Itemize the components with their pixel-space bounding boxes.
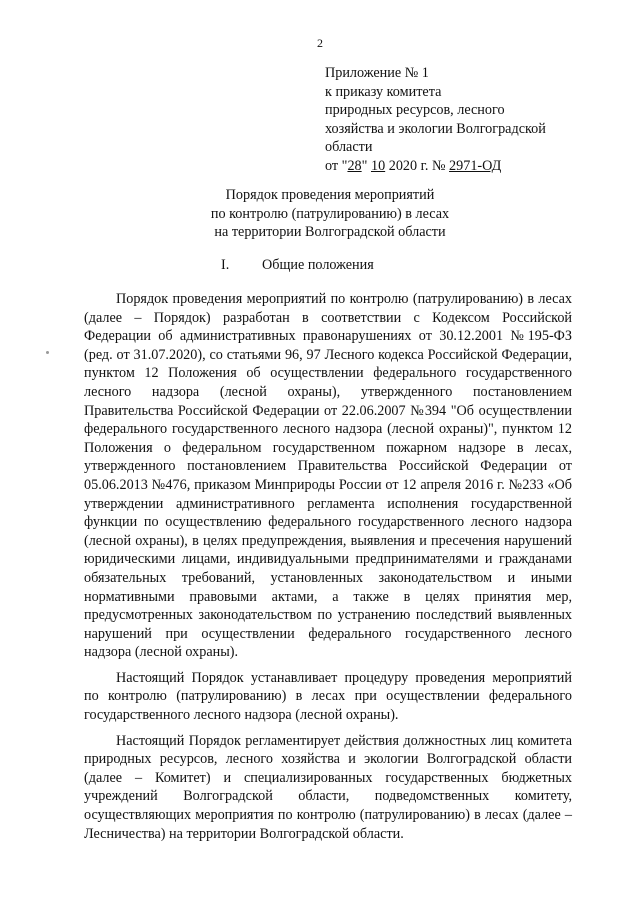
paragraph-3: Настоящий Порядок регламентирует действия должностных лиц комитета природных ресурсов, лесного хозяйства и экологии Волгоградской области (далее – Комитет) и специализированных государственных бюджетных учреждений Волгоградской области, подведомственных комитету, осуществляющих мероприятия по контролю (патрулированию) в лесах (далее – Лесничества) на территории Волгоградской области. bbox=[84, 732, 572, 842]
appendix-line-2: к приказу комитета bbox=[325, 83, 442, 100]
appendix-date-line bbox=[325, 157, 615, 176]
paragraph-2: Настоящий Порядок устанавливает процедуру проведения мероприятий по контролю (патрулированию) в лесах при осуществлении федерального государственного лесного надзора (лесной охраны). bbox=[84, 669, 572, 724]
date-month: 10 bbox=[370, 157, 386, 174]
appendix-line-1: Приложение № 1 bbox=[325, 65, 429, 81]
title-line-3: на территории Волгоградской области bbox=[214, 224, 446, 241]
date-mid: " bbox=[361, 157, 371, 174]
appendix-header bbox=[325, 64, 615, 176]
title-line-2: по контролю (патрулированию) в лесах bbox=[210, 205, 450, 222]
paragraph-1: Порядок проведения мероприятий по контролю (патрулированию) в лесах (далее – Порядок) разработан в соответствии с Кодексом Российской Федерации об административных правонарушениях от 30.12.2001 №195-ФЗ (ред. от 31.07.2020), со статьями 96, 97 Лесного кодекса Российской Федерации, пунктом 12 Положения об осуществлении федерального государственного лесного надзора (лесной охраны), утвержденного постановлением Правительства Российской Федерации от 22.06.2007 №394 "Об осуществлении федерального государственного лесного надзора (лесной охраны)", пунктом 12 Положения о федеральном государственном пожарном надзоре в лесах, утвержденного постановлением Правительства Российской Федерации от 05.06.2013 №476, приказом Минприроды России от 12 апреля 2016 г. №233 «Об утверждении административного регламента исполнения государственной функции по осуществлению федерального государственного лесного надзора (лесной охраны), в целях предупреждения, выявления и пресечения нарушений юридическими лицами, индивидуальными предпринимателями и гражданами обязательных требований, установленных законодательством и иными нормативными правовыми актами, а также в целях принятия мер, предусмотренных законодательством по устранению последствий выявленных нарушений при осуществлении федерального государственного лесного надзора (лесной охраны). bbox=[84, 291, 572, 661]
margin-dot bbox=[46, 351, 49, 354]
body-text bbox=[84, 290, 572, 850]
section-name: Общие положения bbox=[262, 257, 374, 273]
date-prefix: от " bbox=[325, 157, 348, 174]
order-number: 2971-ОД bbox=[449, 157, 502, 174]
date-year: 2020 г. № bbox=[385, 157, 450, 174]
appendix-line-4: хозяйства и экологии Волгоградской bbox=[325, 120, 546, 137]
appendix-line-3: природных ресурсов, лесного bbox=[325, 102, 505, 119]
date-day: 28 bbox=[347, 157, 362, 174]
page-number: 2 bbox=[317, 36, 323, 50]
document-title bbox=[90, 186, 570, 242]
title-line-1: Порядок проведения мероприятий bbox=[225, 187, 435, 203]
section-number: I. bbox=[221, 257, 230, 273]
appendix-line-5: области bbox=[325, 139, 373, 156]
